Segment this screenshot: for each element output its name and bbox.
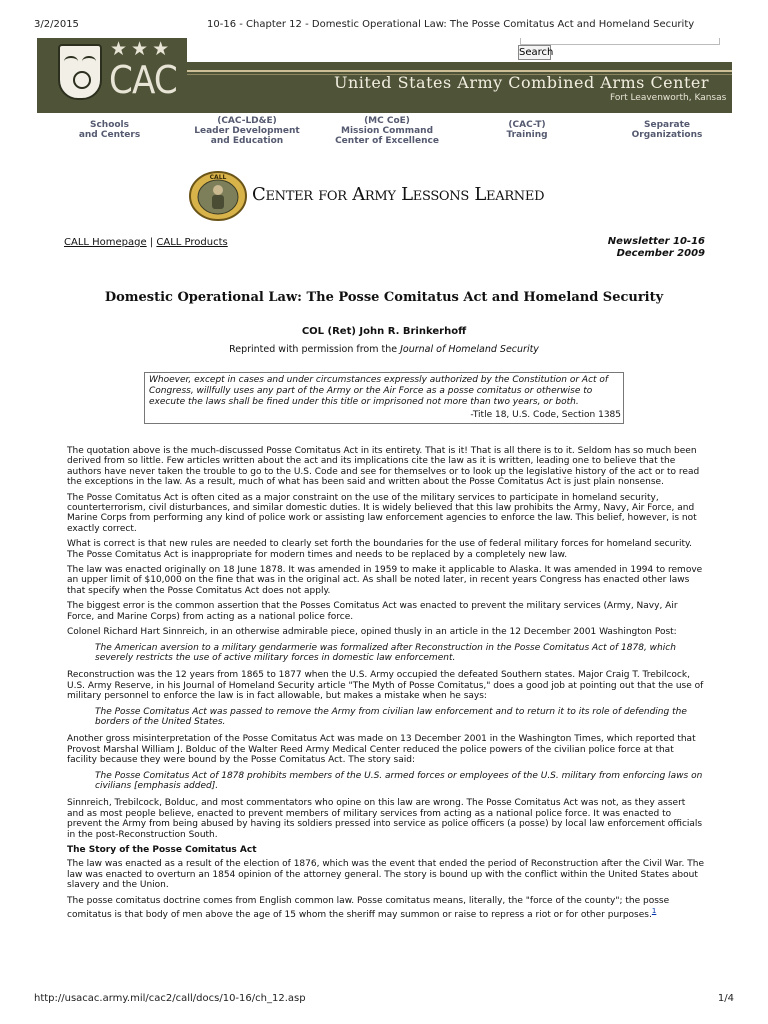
paragraph: The law was enacted as a result of the election of 1876, which was the event that ended the period of Reconstruction after the Civil War. The law was enacted to overturn an 1854 opinion of the attorney general. The story is bound up with the conflict within the United States about slavery and the Union. — [67, 859, 704, 891]
call-products-link[interactable]: CALL Products — [156, 237, 228, 248]
soldier-head-icon — [213, 185, 223, 195]
print-doc-title: 10-16 - Chapter 12 - Domestic Operational Law: The Posse Comitatus Act and Homeland Security — [207, 19, 695, 30]
nav-label: and Centers — [78, 130, 141, 140]
epigraph-citation: -Title 18, U.S. Code, Section 1385 — [470, 410, 621, 420]
nav-separate-organizations[interactable] — [622, 120, 712, 140]
nav-label: Center of Excellence — [335, 136, 439, 146]
cac-logo[interactable] — [37, 38, 187, 113]
block-quote: The Posse Comitatus Act of 1878 prohibits members of the U.S. armed forces or employees of the U.S. military from enforcing laws on civilians [emphasis added]. — [95, 770, 703, 791]
nav-label: Separate — [643, 120, 691, 130]
banner-rule — [187, 70, 732, 72]
print-url: http://usacac.army.mil/cac2/call/docs/10-16/ch_12.asp — [34, 993, 306, 1004]
article-author: COL (Ret) John R. Brinkerhoff — [301, 326, 467, 337]
call-homepage-link[interactable]: CALL Homepage — [64, 237, 147, 248]
reprint-note — [0, 344, 768, 355]
epigraph-text: Whoever, except in cases and under circumstances expressly authorized by the Constitution or Act of Congress, willfully uses any part of the Army or the Air Force as a posse comitatus or otherwise to execute the laws shall be fined under this title or imprisoned not more than two years, or both. — [149, 375, 609, 407]
print-page-number: 1/4 — [717, 993, 734, 1004]
call-logo-text: CALL — [209, 174, 227, 181]
article-title: Domestic Operational Law: The Posse Comitatus Act and Homeland Security — [104, 290, 664, 305]
org-name: United States Army Combined Arms Center — [334, 73, 709, 92]
nav-label: Organizations — [631, 130, 703, 140]
paragraph: What is correct is that new rules are needed to clearly set forth the boundaries for the use of federal military forces for homeland security. The Posse Comitatus Act is inappropriate for modern times and needs to be replaced by a completely new law. — [67, 539, 692, 560]
call-logo[interactable] — [188, 170, 248, 222]
eagle-wing-icon — [82, 56, 96, 67]
paragraph: Colonel Richard Hart Sinnreich, in an otherwise admirable piece, opined thusly in an article in the 12 December 2001 Washington Post: — [67, 627, 677, 638]
call-links — [64, 237, 228, 248]
nav-label: Training — [506, 130, 548, 140]
nav-mission-command[interactable] — [332, 116, 442, 146]
link-separator: | — [146, 237, 157, 248]
newsletter-date: December 2009 — [616, 248, 705, 259]
paragraph: Sinnreich, Trebilcock, Bolduc, and most commentators who opine on this law are wrong. The Posse Comitatus Act was not, as they assert and as most people believe, enacted to prevent members of military services from acting as a national police force. It was enacted to prevent the Army from being abused by having its soldiers pressed into service as police officers (a posse) by local law enforcement officials in the post-Reconstruction South. — [67, 798, 703, 840]
paragraph: The Posse Comitatus Act is often cited as a major constraint on the use of the military services to participate in homeland security, counterterrorism, civil disturbances, and similar domestic duties. It is widely believed that this law prohibits the Army, Navy, Air Force, and Marine Corps from performing any kind of police work or assisting law enforcement agencies to enforce the law. This belief, however, is not exactly correct. — [67, 492, 697, 534]
nav-label: (CAC-LD&E) — [217, 116, 277, 126]
article-body — [67, 446, 704, 925]
newsletter-number: Newsletter 10-16 — [607, 236, 705, 247]
soldier-body-icon — [212, 195, 224, 209]
paragraph: Another gross misinterpretation of the Posse Comitatus Act was made on 13 December 2001 in the Washington Times, which reported that Provost Marshal William J. Bolduc of the Walter Reed Army Medical Center reduced the police powers of the civilian police force at that facility because they were bound by the Posse Comitatus Act. The story said: — [67, 734, 696, 766]
nav-label: Leader Development — [194, 126, 300, 136]
nav-leader-development[interactable] — [192, 116, 302, 146]
section-heading: The Story of the Posse Comitatus Act — [67, 845, 257, 855]
nav-label: Mission Command — [340, 126, 434, 136]
paragraph-text: The posse comitatus doctrine comes from English common law. Posse comitatus means, literally, the "force of the county"; the posse comitatus is that body of men above the age of 15 whom the sheriff may summon or raise to repress a riot or for other purposes. — [67, 895, 670, 921]
nav-label: (CAC-T) — [508, 120, 546, 130]
search-input[interactable] — [520, 38, 720, 45]
paragraph — [67, 896, 704, 921]
nav-label: and Education — [210, 136, 284, 146]
call-title: Center for Army Lessons Learned — [252, 184, 545, 205]
newsletter-info — [608, 236, 705, 260]
footnote-link[interactable]: 1 — [651, 907, 657, 916]
paragraph: The biggest error is the common assertion that the Posses Comitatus Act was enacted to prevent the military services (Army, Navy, Air Force, and Marine Corps) from acting as a national police force. — [67, 601, 678, 622]
eagle-wing-icon — [64, 56, 78, 67]
nav-label: (MC CoE) — [364, 116, 410, 126]
reprint-source: Journal of Homeland Security — [400, 344, 539, 355]
emblem-icon — [73, 71, 91, 89]
block-quote: The American aversion to a military gendarmerie was formalized after Reconstruction in the Posse Comitatus Act of 1878, which severely restricts the use of active military forces in domestic law enforcement. — [95, 642, 676, 663]
top-nav — [37, 118, 732, 152]
shield-icon — [58, 44, 102, 100]
paragraph: The law was enacted originally on 18 June 1878. It was amended in 1959 to make it applicable to Alaska. It was amended in 1994 to remove an upper limit of $10,000 on the fine that was in the original act. As shall be noted later, in recent years Congress has enacted other laws that specify when the Posse Comitatus Act does not apply. — [67, 565, 703, 596]
print-date: 3/2/2015 — [34, 19, 79, 30]
search-button[interactable]: Search — [519, 47, 554, 58]
reprint-prefix: Reprinted with permission from the — [229, 344, 401, 355]
nav-label: Schools — [89, 120, 130, 130]
block-quote: The Posse Comitatus Act was passed to remove the Army from civilian law enforcement and to return it to its role of defending the borders of the United States. — [95, 706, 687, 727]
epigraph-box — [144, 372, 624, 424]
paragraph: Reconstruction was the 12 years from 1865 to 1877 when the U.S. Army occupied the defeated Southern states. Major Craig T. Trebilcock, U.S. Army Reserve, in his Journal of Homeland Security article "The Myth of Posse Comitatus," does a good job at pointing out that the use of military personnel to enforce the law is in fact allowable, but makes a mistake when he says: — [67, 670, 704, 702]
org-location: Fort Leavenworth, Kansas — [610, 93, 727, 103]
nav-schools-centers[interactable] — [67, 120, 152, 140]
nav-training[interactable] — [482, 120, 572, 140]
cac-logo-text: CAC — [109, 58, 177, 102]
stars-icon: ★★★ — [110, 38, 174, 60]
paragraph: The quotation above is the much-discussed Posse Comitatus Act in its entirety. That is it! That is all there is to it. Seldom has so much been derived from so little. Few articles written about the act and its implications cite the law as it is written, leading one to believe that the authors have never taken the trouble to go to the U.S. Code and see for themselves or to look up the legislative history of the act or to read the exceptions in the law. As a result, much of what has been said and written about the Posse Comitatus Act is just plain nonsense. — [67, 446, 700, 488]
